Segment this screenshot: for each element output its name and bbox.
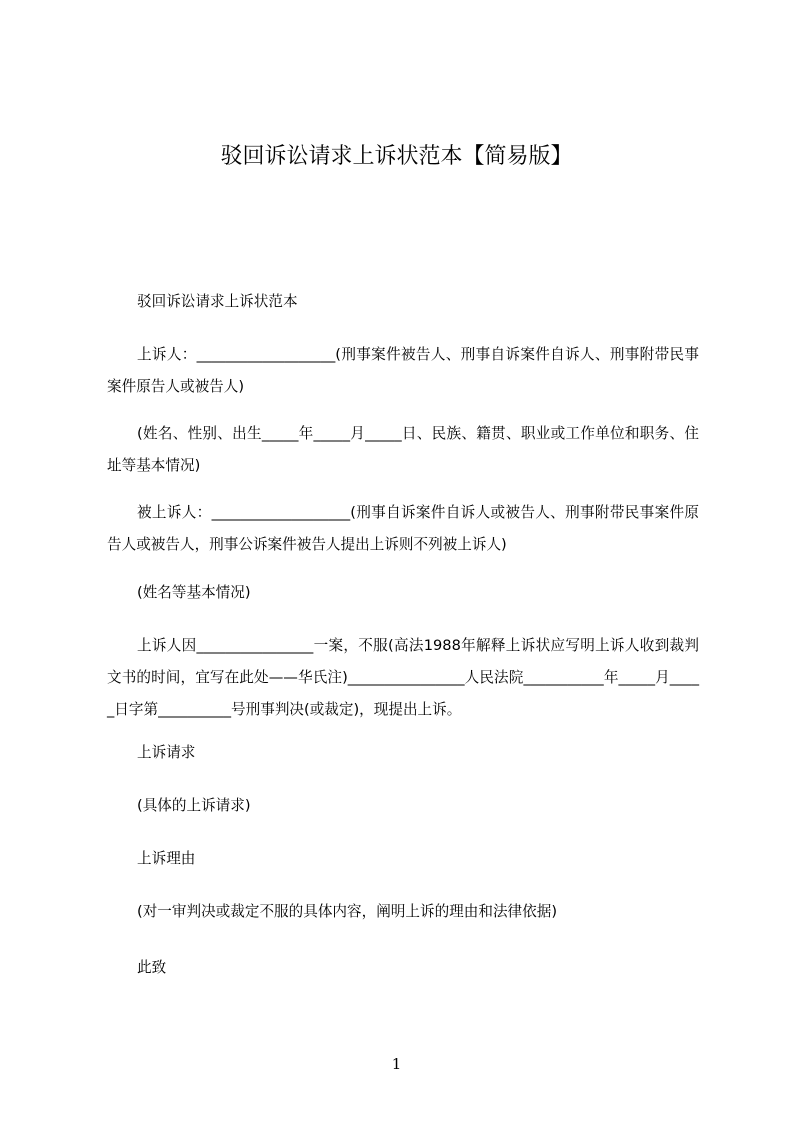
paragraph-closing: 此致 (137, 959, 167, 976)
page-title: 驳回诉讼请求上诉状范本【简易版】 (220, 144, 573, 169)
paragraph-appellant-info: (姓名、性别、出生_____年_____月_____日、民族、籍贯、职业或工作单位和职务、住址等基本情况) (107, 425, 699, 474)
paragraph-appellant: 上诉人：___________________(刑事案件被告人、刑事自诉案件自诉人、刑事附带民事案件原告人或被告人) (107, 346, 699, 395)
paragraph-heading: 驳回诉讼请求上诉状范本 (137, 293, 298, 310)
paragraph-appellee: 被上诉人：___________________(刑事自诉案件自诉人或被告人、刑事附带民事案件原告人或被告人，刑事公诉案件被告人提出上诉则不列被上诉人) (107, 504, 699, 553)
paragraph-appeal-cause: 上诉人因________________一案，不服(高法1988年解释上诉状应写明上诉人收到裁判文书的时间，宜写在此处——华氏注)________________人民法院___________年_____月_____日字第__________号刑事判决(或裁定)，现提出上诉。 (107, 637, 699, 718)
page-number: 1 (391, 1055, 402, 1073)
paragraph-appellee-info: (姓名等基本情况) (137, 584, 251, 601)
heading-appeal-reason: 上诉理由 (137, 850, 196, 867)
heading-appeal-request: 上诉请求 (137, 744, 196, 761)
paragraph-appeal-reason: (对一审判决或裁定不服的具体内容，阐明上诉的理由和法律依据) (137, 903, 558, 920)
paragraph-appeal-request: (具体的上诉请求) (137, 797, 251, 814)
